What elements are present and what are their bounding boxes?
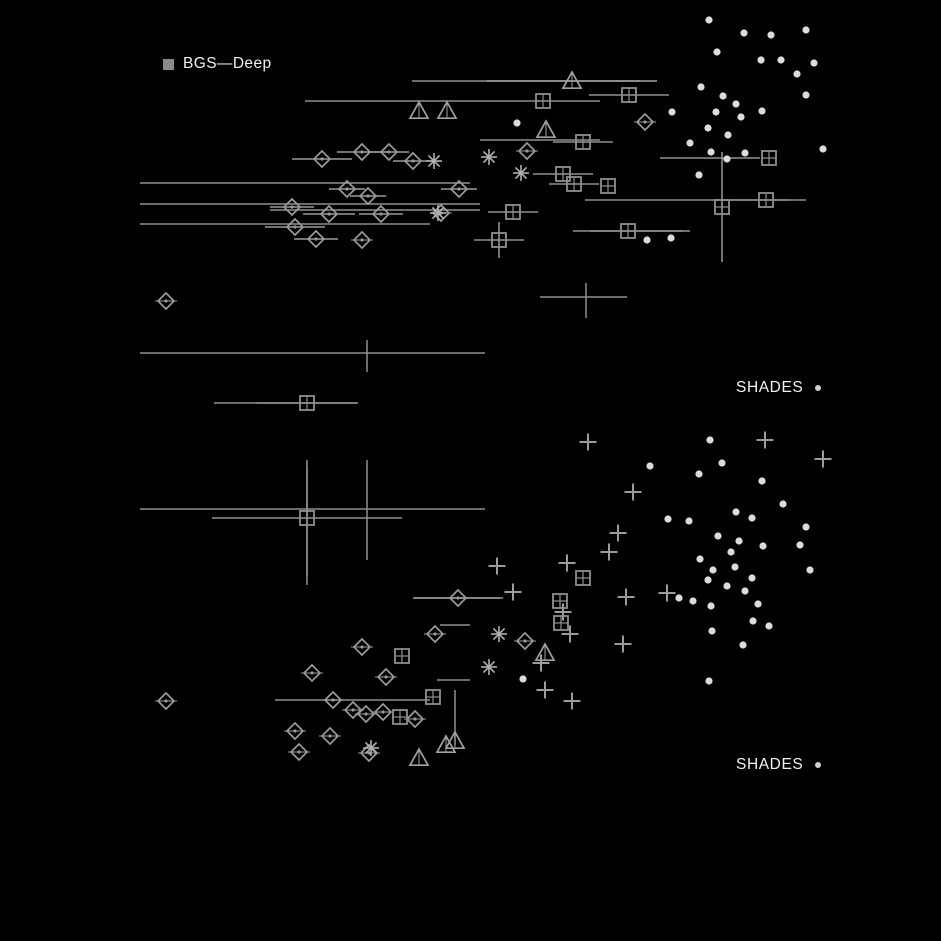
legend-label-bgs-deep: BGS—Deep [183,55,272,72]
series-diamond-sample [155,114,656,309]
series-BGS-Deep [212,88,806,576]
legend [163,55,272,73]
series-square-sample [393,571,590,724]
series-bright-dots [513,16,826,243]
series-triangle-sample [410,72,657,137]
series-diamond-sample [155,590,536,761]
series-star-sample [363,626,507,756]
series-plus-sample [489,432,832,710]
annotation-shades-lower [736,756,821,774]
annotation-shades-upper [736,379,821,397]
legend-marker-bgs-deep [163,59,174,70]
dot-icon [815,385,821,391]
annotation-shades-upper-label: SHADES [736,379,804,396]
series-bright-dots [519,436,813,684]
dot-icon [815,762,821,768]
annotation-shades-lower-label: SHADES [736,756,804,773]
panel-lower-panel [155,432,832,766]
error-whisker-lines [140,81,790,745]
